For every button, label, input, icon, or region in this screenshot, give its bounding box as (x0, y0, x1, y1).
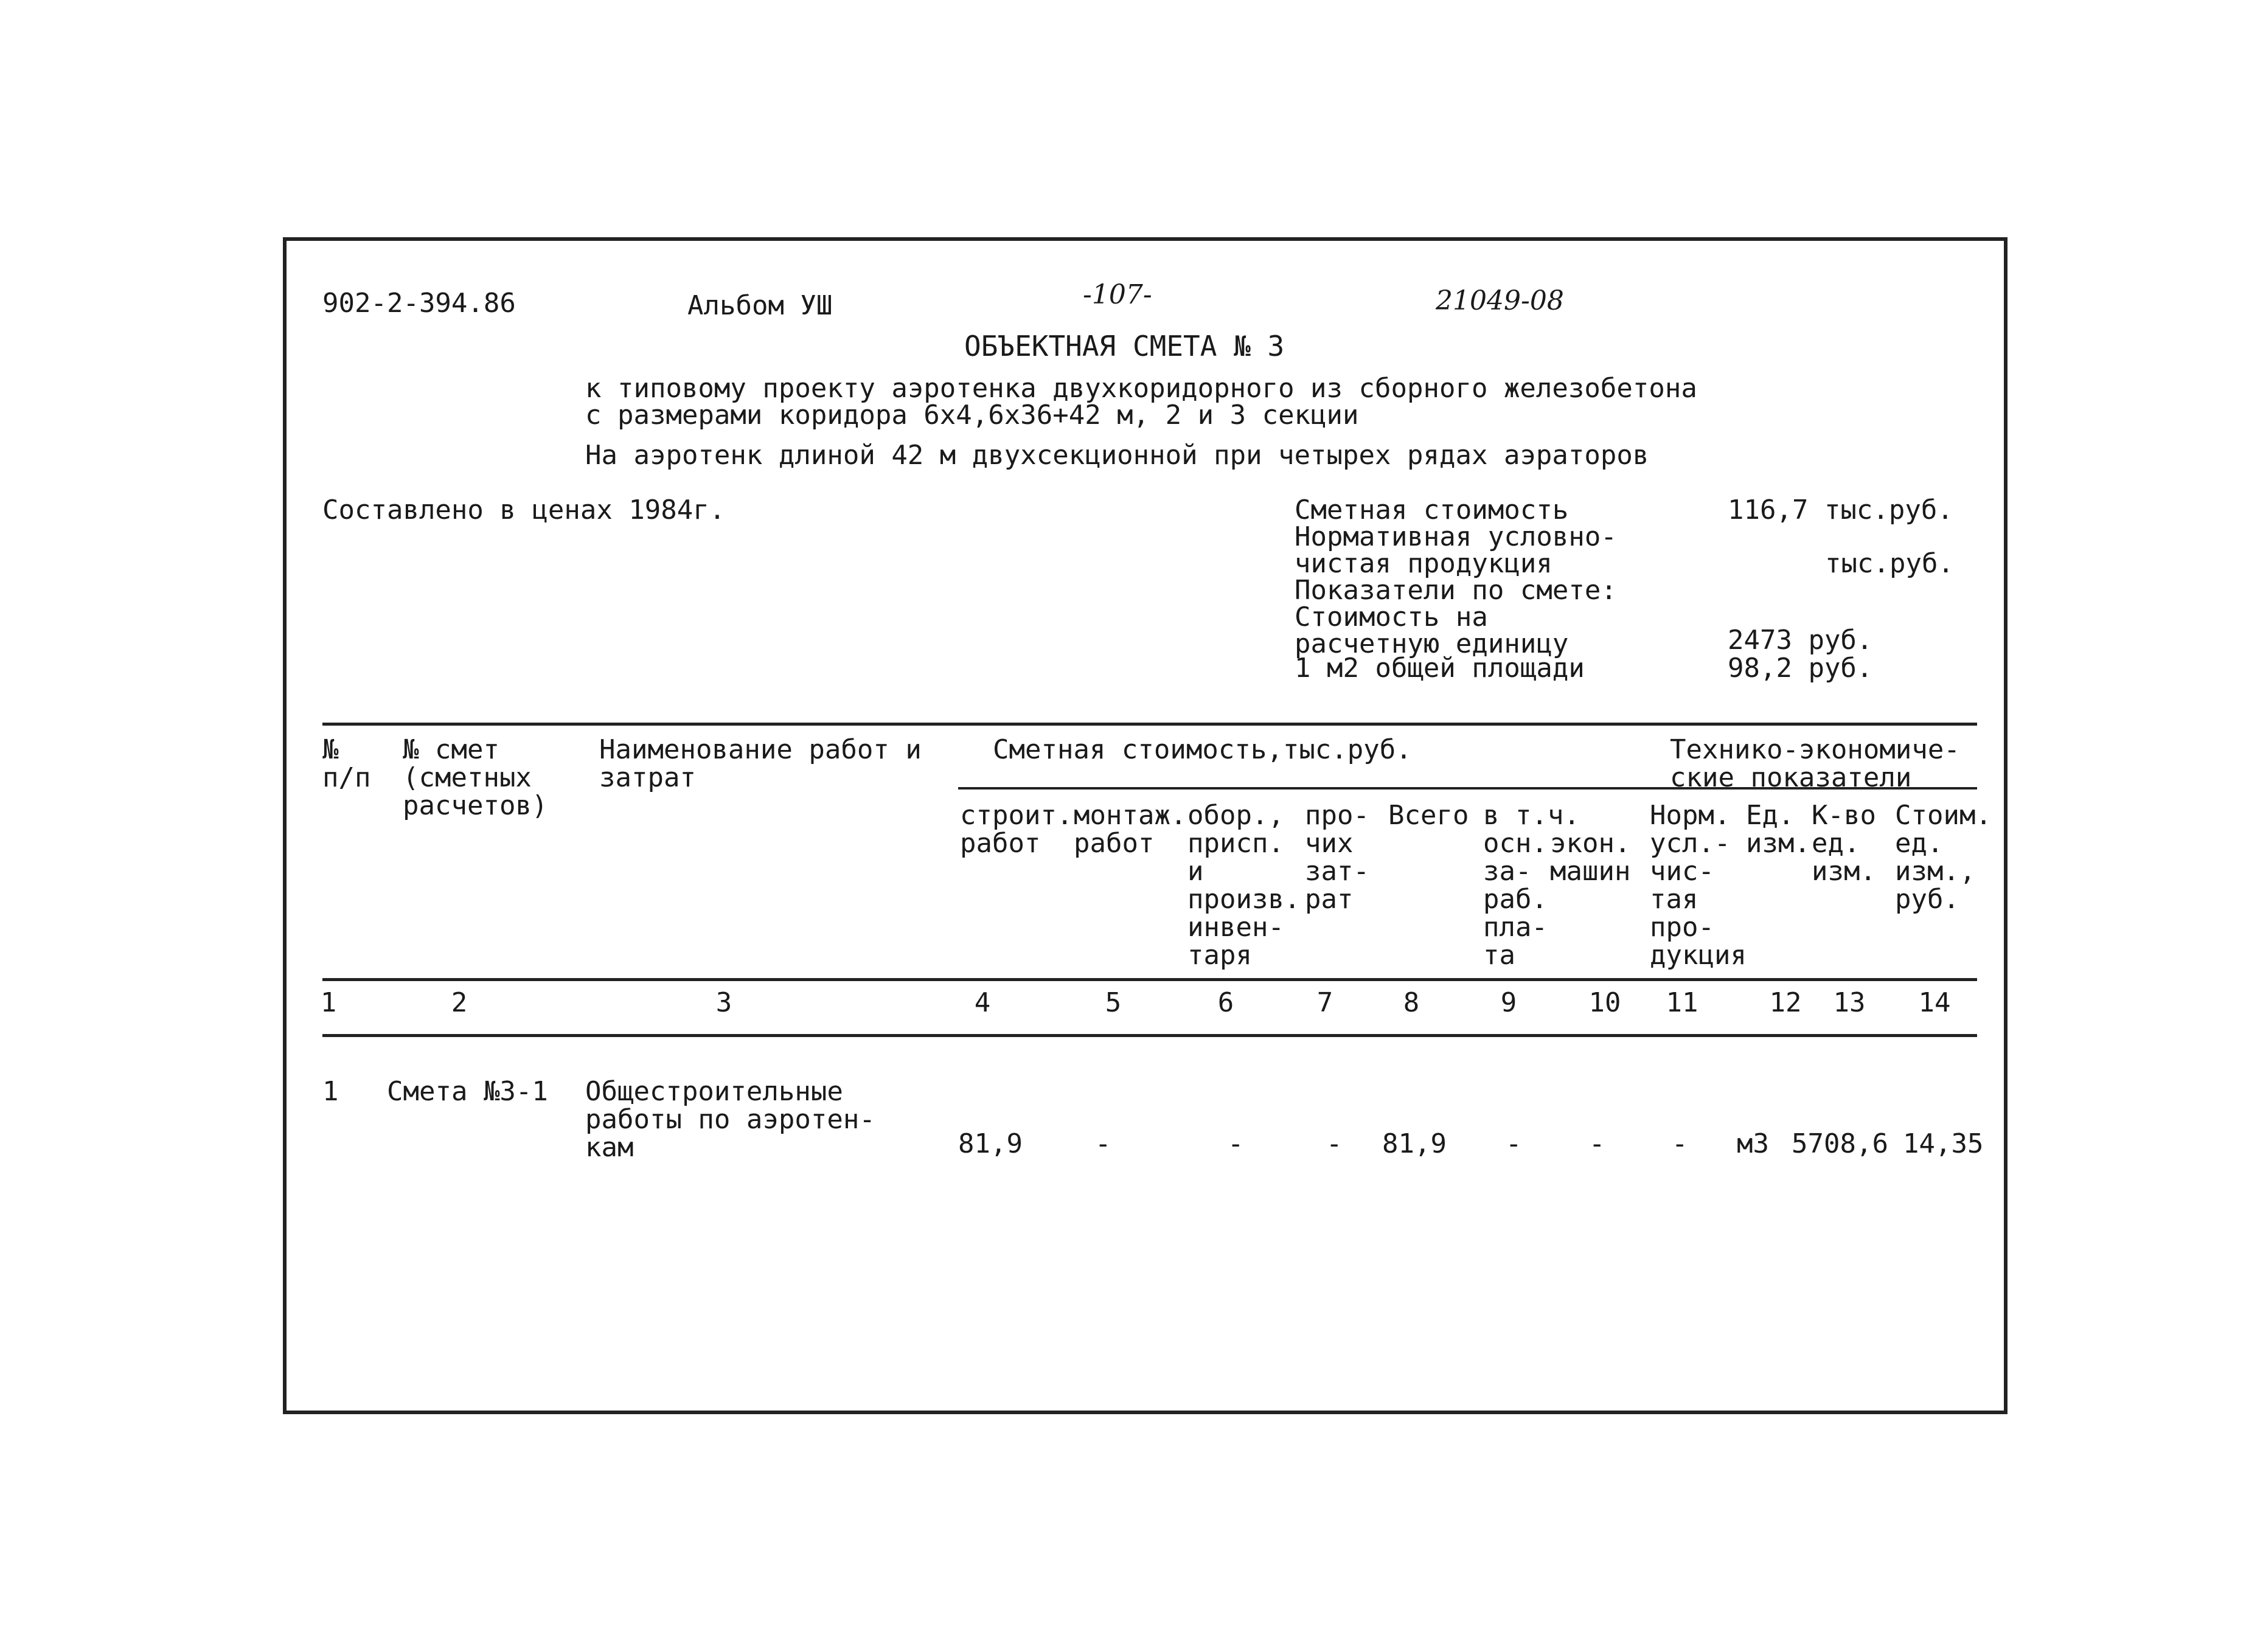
row-other: - (1326, 1128, 1343, 1159)
unit-cost-value: 2473 руб. (1728, 625, 1873, 656)
col-number: 13 (1833, 987, 1866, 1018)
col-header-name: Наименование работ и затрат (599, 734, 922, 793)
col-header-unit: Ед. изм. (1746, 800, 1810, 859)
col-header-installation: монтаж. работ (1074, 800, 1187, 859)
inventory-number: 21049-08 (1436, 285, 1564, 316)
row-estimate-ref: Смета №3-1 (387, 1076, 548, 1107)
row-unit-cost: 14,35 (1903, 1128, 1984, 1159)
col-number: 8 (1403, 987, 1420, 1018)
estimated-cost-label: Сметная стоимость (1295, 495, 1569, 526)
col-header-incl-machines: экон. машин (1550, 828, 1631, 887)
col-number: 14 (1918, 987, 1951, 1018)
col-number: 6 (1217, 987, 1234, 1018)
col-header-other: про- чих зат- рат (1305, 800, 1369, 915)
estimated-cost-value: 116,7 тыс.руб. (1728, 495, 1953, 526)
unit-cost-label-1: Стоимость на (1295, 602, 1488, 633)
col-header-estimates: № смет (сметных расчетов) (403, 734, 548, 821)
col-number: 1 (320, 987, 337, 1018)
row-work-name: Общестроительные работы по аэротен- кам (585, 1076, 875, 1163)
prices-note: Составлено в ценах 1984г. (322, 495, 726, 526)
table-top-rule (322, 723, 1977, 726)
col-header-unit-cost: Стоим. ед. изм., руб. (1895, 800, 1992, 915)
col-number: 4 (974, 987, 991, 1018)
col-number: 10 (1588, 987, 1621, 1018)
row-unit: м3 (1737, 1128, 1769, 1159)
row-num: 1 (322, 1076, 339, 1107)
col-number: 9 (1500, 987, 1517, 1018)
col-header-incl-salary: в т.ч. осн. за- раб. пла- та (1483, 800, 1580, 971)
row-machines: - (1589, 1128, 1605, 1159)
row-norm-product: - (1672, 1128, 1688, 1159)
row-installation: - (1095, 1128, 1111, 1159)
col-header-tech-group: Технико-экономиче- ские показатели (1670, 734, 1960, 793)
col-number: 11 (1666, 987, 1698, 1018)
col-header-cost-group: Сметная стоимость,тыс.руб. (993, 734, 1412, 765)
page-title: ОБЪЕКТНАЯ СМЕТА № 3 (964, 330, 1285, 363)
normative-label-1: Нормативная условно- (1295, 521, 1617, 552)
subtitle-line-1: к типовому проекту аэротенка двухкоридорного из сборного железобетона (585, 373, 1697, 404)
col-header-norm-product: Норм. усл.- чис- тая про- дукция (1650, 800, 1747, 971)
page-number: -107- (1083, 279, 1152, 310)
row-salary: - (1506, 1128, 1522, 1159)
col-number: 7 (1316, 987, 1333, 1018)
doc-code: 902-2-394.86 (322, 288, 516, 319)
area-value: 98,2 руб. (1728, 653, 1873, 684)
col-number: 12 (1769, 987, 1802, 1018)
table-header-bottom-rule (322, 978, 1977, 981)
normative-value: тыс.руб. (1825, 548, 1954, 579)
row-total: 81,9 (1382, 1128, 1447, 1159)
row-quantity: 5708,6 (1792, 1128, 1888, 1159)
col-number: 2 (451, 987, 468, 1018)
col-header-equipment: обор., присп. и произв. инвен- таря (1187, 800, 1301, 971)
unit-cost-label-2: расчетную единицу (1295, 628, 1569, 659)
col-header-total: Всего (1388, 800, 1469, 831)
normative-label-2: чистая продукция (1295, 548, 1552, 579)
col-header-num: № п/п (322, 734, 371, 793)
col-number: 3 (715, 987, 732, 1018)
subtitle-line-3: На аэротенк длиной 42 м двухсекционной при четырех рядах аэраторов (585, 440, 1649, 471)
col-header-quantity: К-во ед. изм. (1812, 800, 1876, 887)
album-label: Альбом УШ (687, 290, 833, 321)
col-number: 5 (1105, 987, 1122, 1018)
subtitle-line-2: с размерами коридора 6х4,6х36+42 м, 2 и 3 секции (585, 400, 1359, 431)
row-equipment: - (1228, 1128, 1244, 1159)
indicators-label: Показатели по смете: (1295, 575, 1617, 606)
table-colnum-rule (322, 1034, 1977, 1037)
area-label: 1 м2 общей площади (1295, 653, 1585, 684)
row-construction: 81,9 (958, 1128, 1023, 1159)
col-header-construction: строит. работ (960, 800, 1073, 859)
